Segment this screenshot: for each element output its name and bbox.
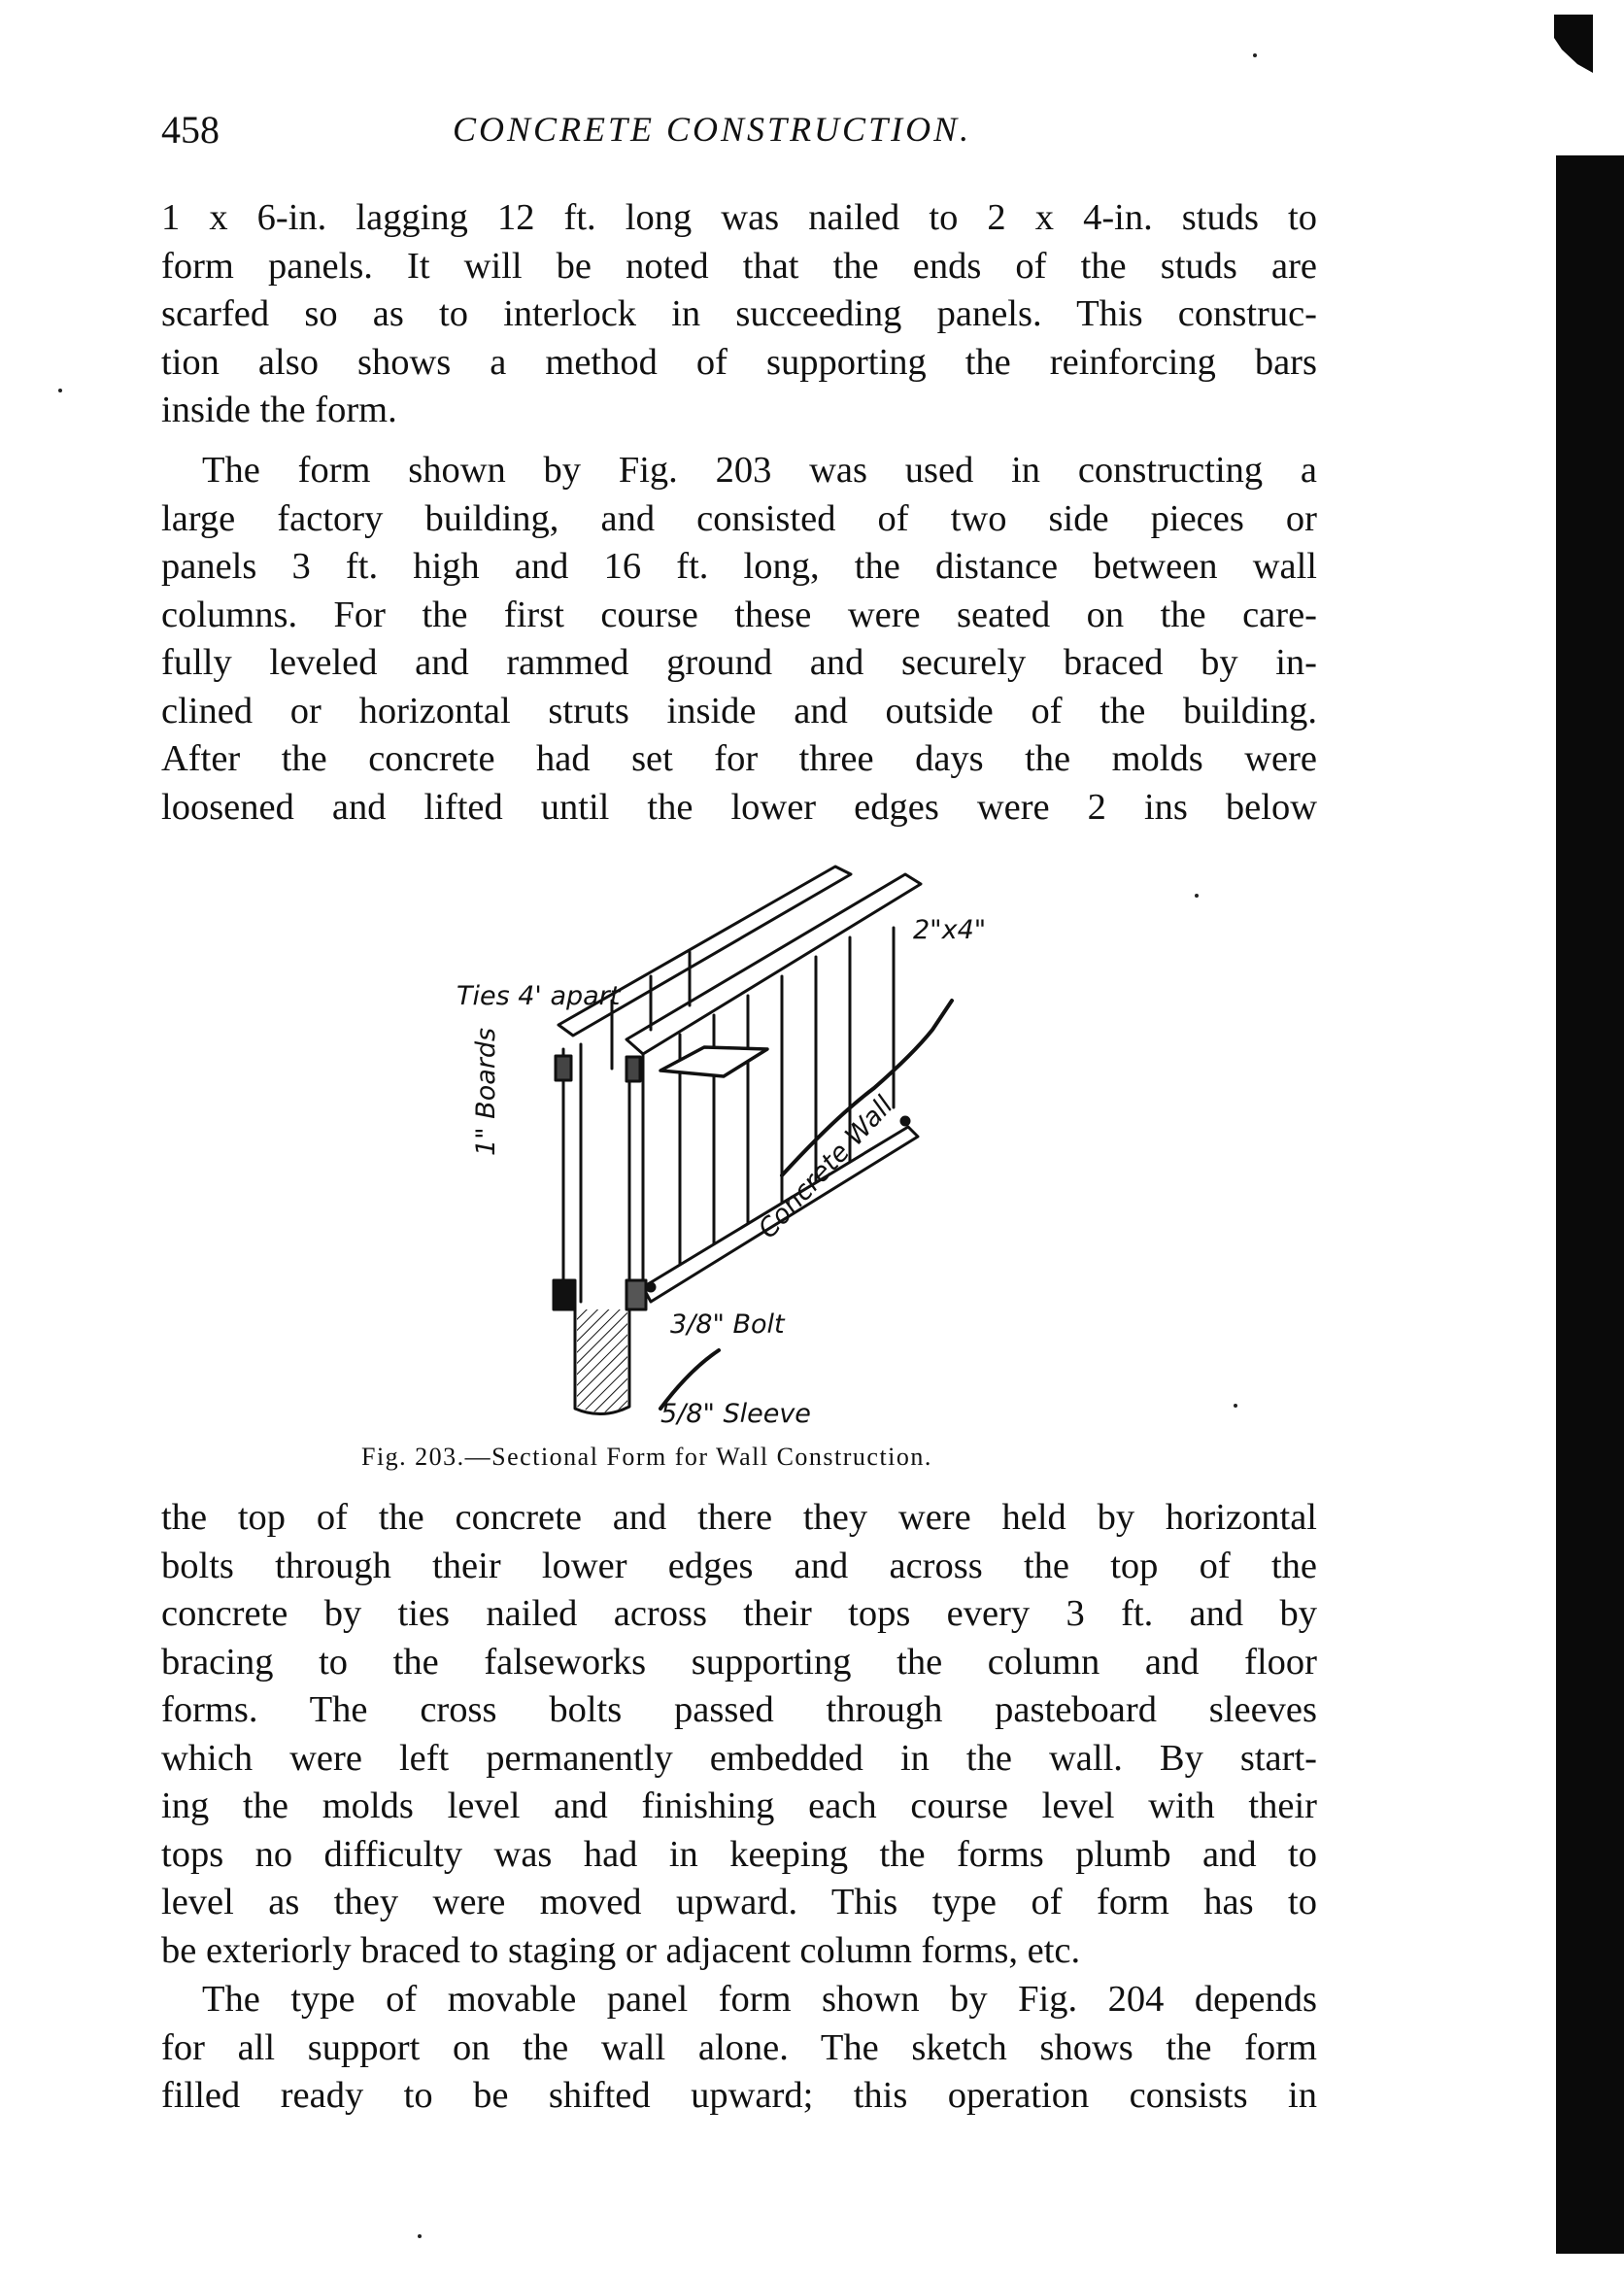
scan-speck — [1253, 53, 1257, 57]
label-stud-size: 2"x4" — [913, 915, 987, 945]
text-line: bracing to the falseworks supporting the column and floor — [161, 1641, 1317, 1683]
text-line: columns. For the first course these were seated on the care- — [161, 594, 1317, 635]
text-line: form panels. It will be noted that the ends of the studs are — [161, 245, 1317, 287]
scan-speck — [1195, 894, 1199, 898]
text-line: the top of the concrete and there they were held by horizontal — [161, 1497, 1317, 1538]
text-line: which were left permanently embedded in the wall. By start- — [161, 1737, 1317, 1779]
text-line: The form shown by Fig. 203 was used in constructing a — [202, 450, 1317, 491]
text-line: filled ready to be shifted upward; this operation consists in — [161, 2075, 1317, 2116]
text-line: fully leveled and rammed ground and securely braced by in- — [161, 642, 1317, 683]
text-line: scarfed so as to interlock in succeeding panels. This construc- — [161, 293, 1317, 334]
paragraph-1 — [161, 194, 1317, 435]
text-line: tion also shows a method of supporting the reinforcing bars — [161, 341, 1317, 383]
label-sleeve: 5/8" Sleeve — [660, 1399, 811, 1429]
paragraph-2 — [161, 447, 1317, 832]
scan-speck — [1234, 1404, 1237, 1408]
scan-edge-shadow-top — [1554, 15, 1593, 73]
text-line: for all support on the wall alone. The sketch shows the form — [161, 2026, 1317, 2068]
text-line: concrete by ties nailed across their tops every 3 ft. and by — [161, 1593, 1317, 1634]
figure-caption: Fig. 203.—Sectional Form for Wall Construction. — [361, 1443, 932, 1471]
paragraph-3 — [161, 1494, 1317, 1975]
label-ties: Ties 4' apart — [457, 981, 621, 1011]
label-bolt: 3/8" Bolt — [670, 1309, 785, 1340]
paragraph-4 — [161, 1976, 1317, 2121]
text-line: After the concrete had set for three days the molds were — [161, 738, 1317, 779]
label-boards: 1" Boards — [471, 1027, 501, 1156]
text-line: bolts through their lower edges and across the top of the — [161, 1545, 1317, 1586]
text-line: loosened and lifted until the lower edges were 2 ins below — [161, 786, 1317, 828]
text-line: forms. The cross bolts passed through pasteboard sleeves — [161, 1689, 1317, 1730]
scan-speck — [418, 2234, 422, 2238]
text-line: panels 3 ft. high and 16 ft. long, the distance between wall — [161, 546, 1317, 587]
text-line: large factory building, and consisted of two side pieces or — [161, 497, 1317, 539]
label-concrete-wall: Concrete Wall — [753, 1090, 899, 1245]
scan-edge-shadow — [1556, 155, 1624, 2254]
text-line: tops no difficulty was had in keeping the forms plumb and to — [161, 1833, 1317, 1875]
text-line: ing the molds level and finishing each course level with their — [161, 1785, 1317, 1826]
text-line: inside the form. — [161, 390, 397, 430]
running-head: CONCRETE CONSTRUCTION. — [453, 110, 972, 149]
text-line: 1 x 6-in. lagging 12 ft. long was nailed to 2 x 4-in. studs to — [161, 197, 1317, 238]
text-line: clined or horizontal struts inside and outside of the building. — [161, 690, 1317, 731]
text-line: be exteriorly braced to staging or adjacent column forms, etc. — [161, 1929, 1081, 1971]
scan-speck — [58, 389, 62, 392]
concrete-section-hatch — [577, 1309, 627, 1412]
page-header — [161, 107, 1327, 165]
page-number: 458 — [161, 108, 220, 152]
text-line: The type of movable panel form shown by Fig. 204 depends — [202, 1979, 1317, 2020]
text-line: level as they were moved upward. This type of form has to — [161, 1882, 1317, 1922]
figure-203 — [369, 845, 1049, 1428]
